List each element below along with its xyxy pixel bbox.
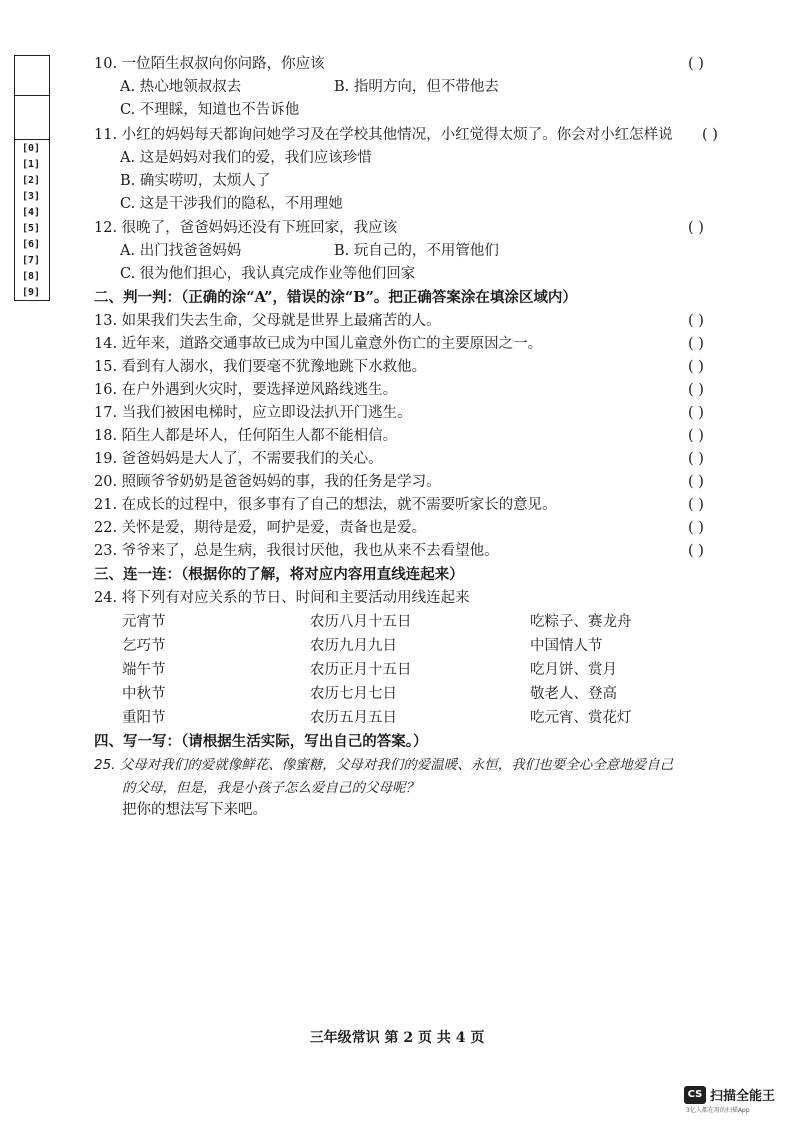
answer-paren-16[interactable]: ( )	[688, 382, 704, 398]
option-12-c: C. 很为他们担心，我认真完成作业等他们回家	[120, 266, 416, 282]
answer-paren-10[interactable]: ( )	[688, 56, 704, 72]
date-item[interactable]: 农历八月十五日	[310, 614, 412, 630]
option-11-a: A. 这是妈妈对我们的爱，我们应该珍惜	[120, 150, 372, 166]
answer-paren-19[interactable]: ( )	[688, 451, 704, 467]
option-11-c: C. 这是干涉我们的隐私，不用理她	[120, 196, 343, 212]
section-2-heading: 二、判一判：（正确的涂“A”，错误的涂“B”。把正确答案涂在填涂区域内）	[94, 289, 577, 306]
bubble-box-top	[14, 55, 50, 96]
date-item[interactable]: 农历正月十五日	[310, 662, 412, 678]
date-item[interactable]: 农历九月九日	[310, 638, 397, 654]
activity-item[interactable]: 敬老人、登高	[530, 686, 617, 702]
activity-item[interactable]: 中国情人节	[530, 638, 603, 654]
date-item[interactable]: 农历七月七日	[310, 686, 397, 702]
answer-paren-12[interactable]: ( )	[688, 220, 704, 236]
answer-paren-21[interactable]: ( )	[688, 497, 704, 513]
page-footer: 三年级常识 第 2 页 共 4 页	[309, 1030, 485, 1046]
option-12-b: B. 玩自己的，不用管他们	[334, 243, 499, 259]
bubble-3[interactable]: [3]	[22, 191, 41, 202]
activity-item[interactable]: 吃元宵、赏花灯	[530, 710, 632, 726]
option-10-b: B. 指明方向，但不带他去	[334, 79, 499, 95]
option-12-a: A. 出门找爸爸妈妈	[120, 243, 242, 259]
festival-item[interactable]: 重阳节	[122, 710, 166, 726]
judge-item-23: 23. 爷爷来了，总是生病，我很讨厌他，我也从来不去看望他。	[94, 543, 499, 559]
judge-item-15: 15. 看到有人溺水，我们要毫不犹豫地跳下水救他。	[94, 359, 427, 375]
judge-item-13: 13. 如果我们失去生命，父母就是世界上最痛苦的人。	[94, 313, 441, 329]
judge-item-20: 20. 照顾爷爷奶奶是爸爸妈妈的事，我的任务是学习。	[94, 474, 441, 490]
answer-paren-20[interactable]: ( )	[688, 474, 704, 490]
cs-logo-icon: CS	[684, 1086, 706, 1104]
judge-item-14: 14. 近年来，道路交通事故已成为中国儿童意外伤亡的主要原因之一。	[94, 336, 543, 352]
question-11-stem: 11. 小红的妈妈每天都询问她学习及在学校其他情况，小红觉得太烦了。你会对小红怎样说	[94, 127, 673, 143]
answer-paren-11[interactable]: ( )	[702, 127, 718, 143]
answer-paren-18[interactable]: ( )	[688, 428, 704, 444]
activity-item[interactable]: 吃粽子、赛龙舟	[530, 614, 632, 630]
question-25-line1: 25. 父母对我们的爱就像鲜花、像蜜糖，父母对我们的爱温暖、永恒，我们也要全心全意地爱自己	[94, 757, 674, 773]
answer-paren-23[interactable]: ( )	[688, 543, 704, 559]
bubble-5[interactable]: [5]	[22, 223, 41, 234]
question-25-line2: 的父母，但是，我是小孩子怎么爱自己的父母呢？	[122, 780, 419, 796]
judge-item-19: 19. 爸爸妈妈是大人了，不需要我们的关心。	[94, 451, 383, 467]
judge-item-22: 22. 关怀是爱，期待是爱，呵护是爱，责备也是爱。	[94, 520, 427, 536]
logo-name: 扫描全能王	[710, 1089, 776, 1104]
option-11-b: B. 确实唠叨，太烦人了	[120, 173, 271, 189]
answer-paren-14[interactable]: ( )	[688, 336, 704, 352]
section-4-heading: 四、写一写：（请根据生活实际，写出自己的答案。）	[94, 733, 428, 750]
question-25-prompt: 把你的想法写下来吧。	[122, 802, 267, 818]
bubble-1[interactable]: [1]	[22, 159, 41, 170]
bubble-6[interactable]: [6]	[22, 239, 41, 250]
judge-item-21: 21. 在成长的过程中，很多事有了自己的想法，就不需要听家长的意见。	[94, 497, 557, 513]
bubble-0[interactable]: [0]	[22, 143, 41, 154]
bubble-4[interactable]: [4]	[22, 207, 41, 218]
bubble-box-middle	[14, 95, 50, 140]
answer-paren-15[interactable]: ( )	[688, 359, 704, 375]
activity-item[interactable]: 吃月饼、赏月	[530, 662, 617, 678]
festival-item[interactable]: 乞巧节	[122, 638, 166, 654]
judge-item-17: 17. 当我们被困电梯时，应立即设法扒开门逃生。	[94, 405, 412, 421]
answer-paren-17[interactable]: ( )	[688, 405, 704, 421]
scanner-logo	[684, 1084, 784, 1114]
festival-item[interactable]: 端午节	[122, 662, 166, 678]
judge-item-16: 16. 在户外遇到火灾时，要选择逆风路线逃生。	[94, 382, 398, 398]
bubble-8[interactable]: [8]	[22, 271, 41, 282]
section-3-heading: 三、连一连：（根据你的了解，将对应内容用直线连起来）	[94, 566, 464, 583]
option-10-c: C. 不理睬，知道也不告诉他	[120, 102, 300, 118]
bubble-2[interactable]: [2]	[22, 175, 41, 186]
question-10-stem: 10. 一位陌生叔叔向你问路，你应该	[94, 56, 325, 72]
answer-paren-22[interactable]: ( )	[688, 520, 704, 536]
logo-tagline: 3亿人都在用的扫描App	[686, 1107, 750, 1114]
bubble-9[interactable]: [9]	[22, 287, 41, 298]
question-12-stem: 12. 很晚了，爸爸妈妈还没有下班回家，我应该	[94, 220, 398, 236]
option-10-a: A. 热心地领叔叔去	[120, 79, 242, 95]
answer-bubble-column	[14, 55, 50, 299]
festival-item[interactable]: 中秋节	[122, 686, 166, 702]
judge-item-18: 18. 陌生人都是坏人，任何陌生人都不能相信。	[94, 428, 398, 444]
bubble-7[interactable]: [7]	[22, 255, 41, 266]
answer-paren-13[interactable]: ( )	[688, 313, 704, 329]
question-24-stem: 24. 将下列有对应关系的节日、时间和主要活动用线连起来	[94, 590, 470, 606]
festival-item[interactable]: 元宵节	[122, 614, 166, 630]
date-item[interactable]: 农历五月五日	[310, 710, 397, 726]
